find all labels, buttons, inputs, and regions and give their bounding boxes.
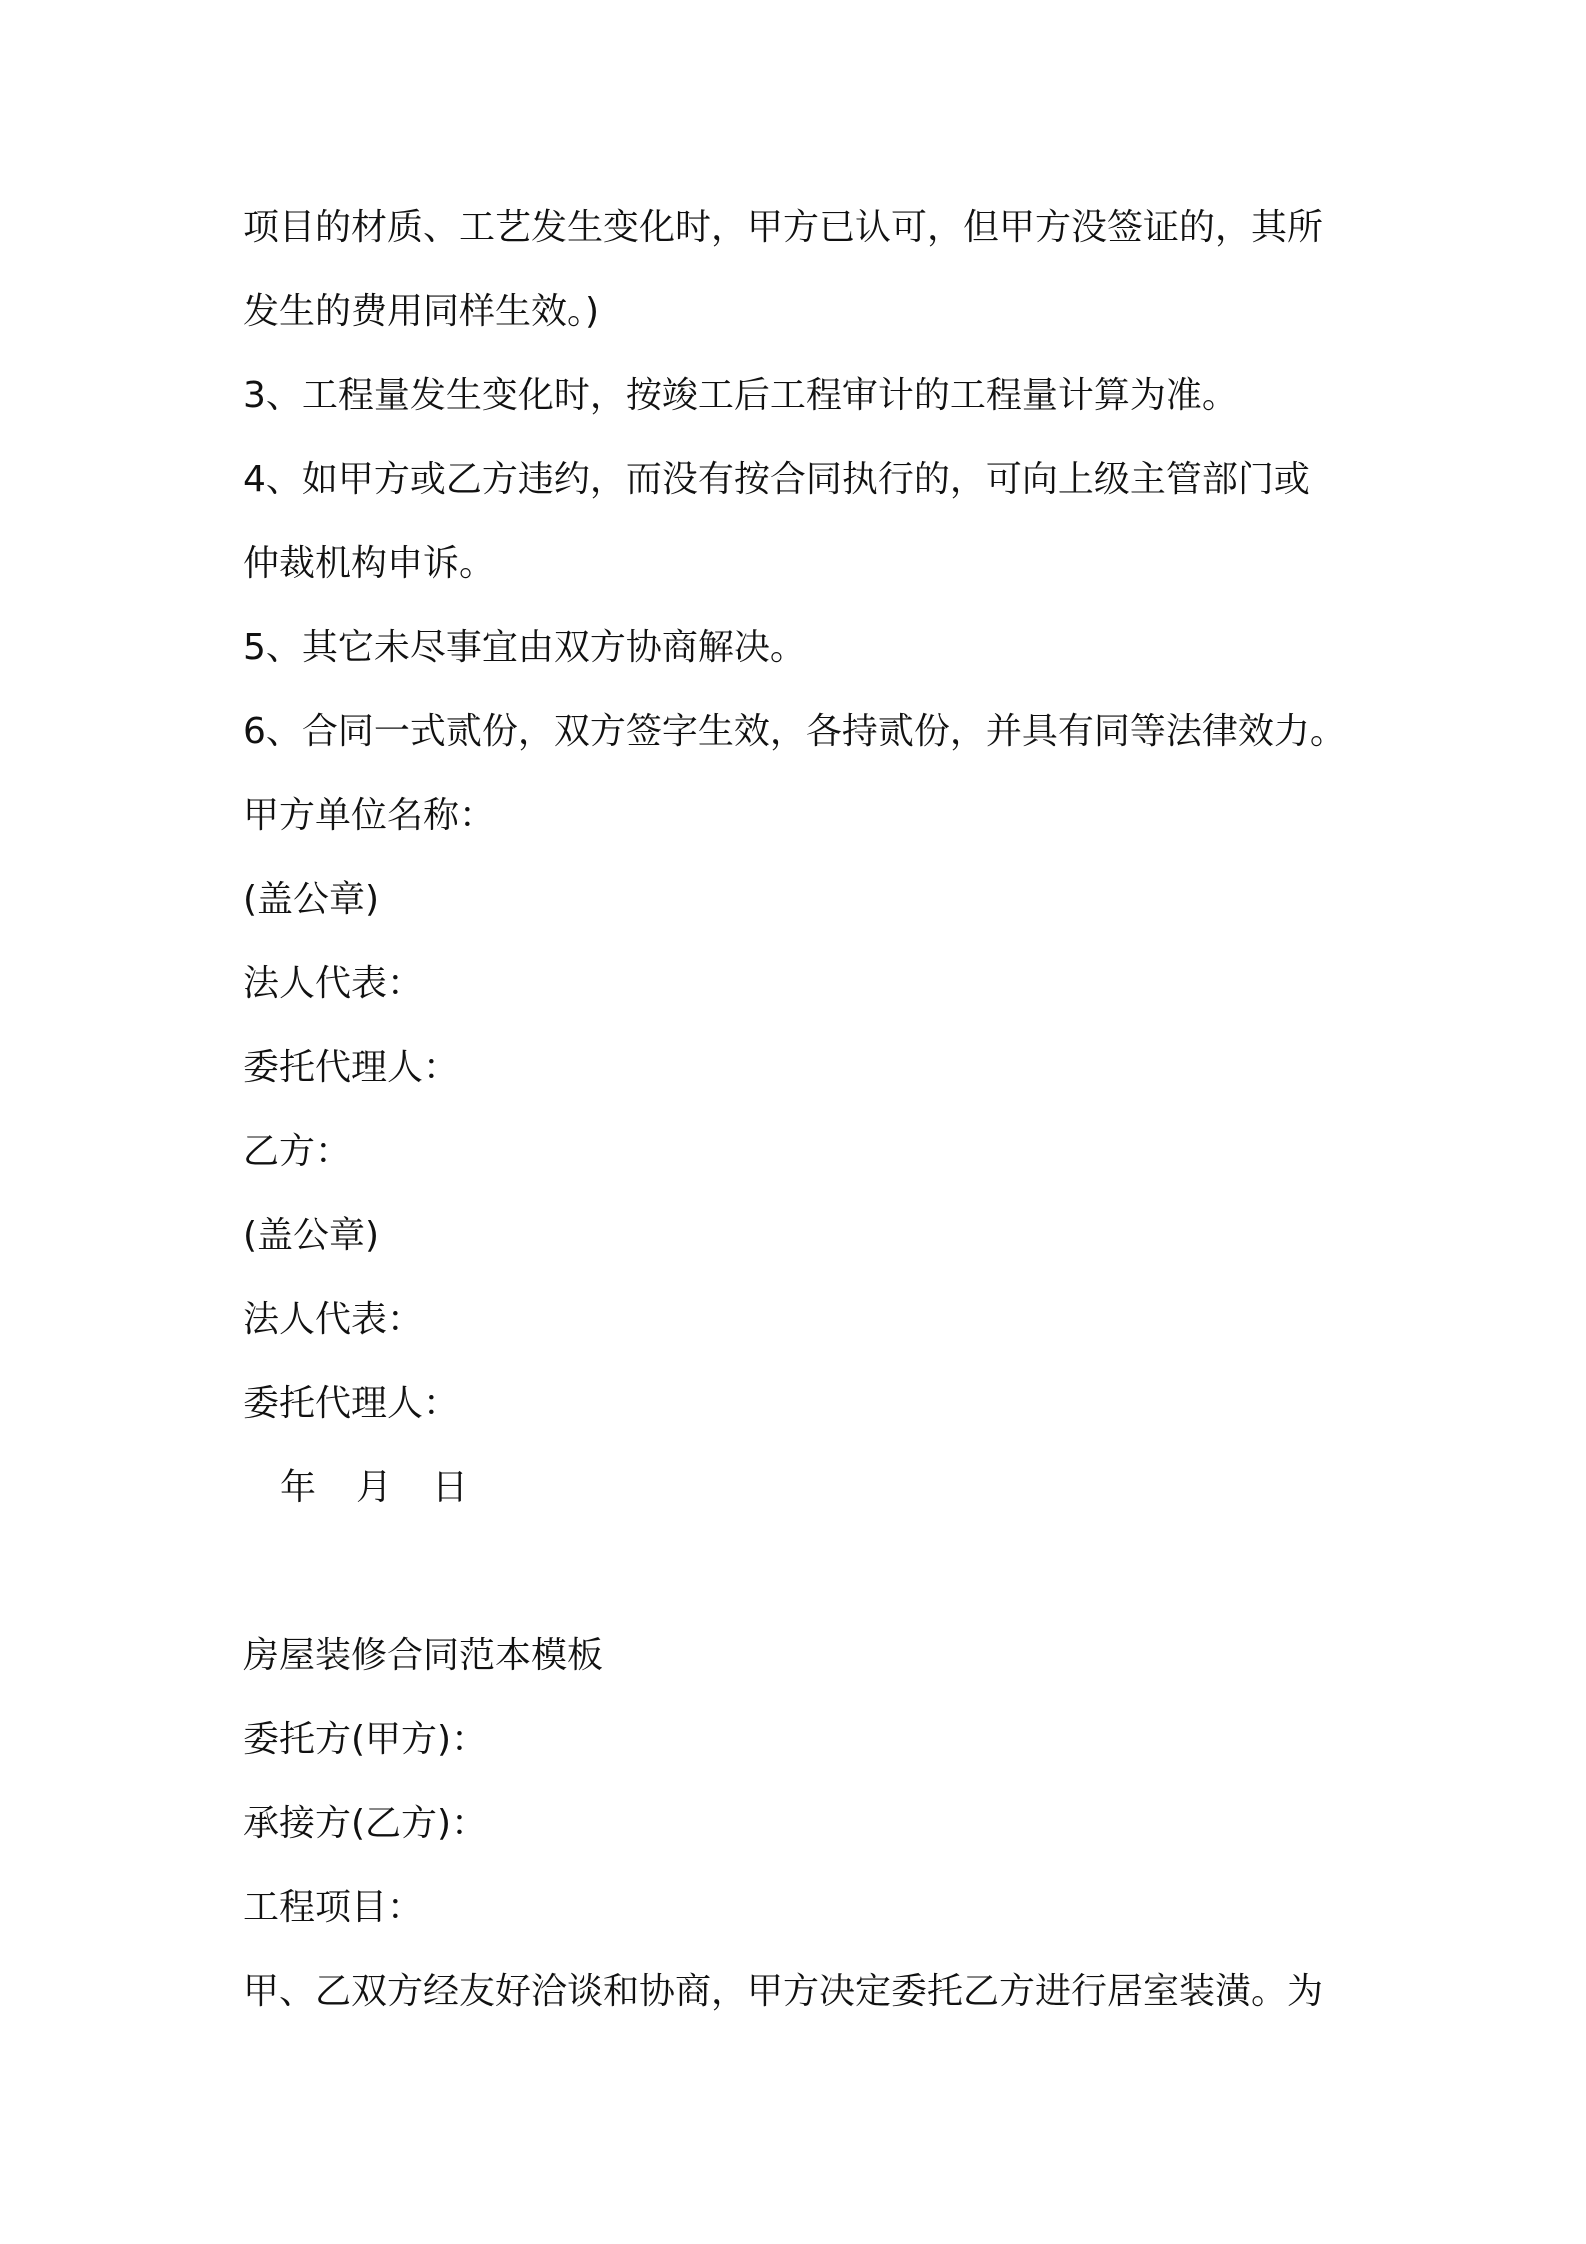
date-month: 月	[356, 1467, 393, 1508]
project-label: 工程项目：	[243, 1887, 424, 1928]
party-b-label: 乙方：	[243, 1131, 352, 1172]
date-year: 年	[280, 1467, 317, 1508]
text-line: 3、工程量发生变化时，按竣工后工程审计的工程量计算为准。	[243, 375, 1238, 416]
signature-date	[280, 1460, 468, 1516]
text-line: 发生的费用同样生效。)	[243, 291, 600, 332]
text-line: 4、如甲方或乙方违约，而没有按合同执行的，可向上级主管部门或	[243, 459, 1310, 500]
text-line: 5、其它未尽事宜由双方协商解决。	[243, 627, 806, 668]
text-line: 甲、乙双方经友好洽谈和协商，甲方决定委托乙方进行居室装潢。为	[243, 1971, 1324, 2012]
client-party-label: 委托方(甲方)：	[243, 1719, 488, 1760]
party-b-legal-rep-label: 法人代表：	[243, 1299, 424, 1340]
text-line: 仲裁机构申诉。	[243, 543, 496, 584]
party-a-seal-label: (盖公章)	[243, 879, 380, 920]
party-a-legal-rep-label: 法人代表：	[243, 963, 424, 1004]
contractor-party-label: 承接方(乙方)：	[243, 1803, 488, 1844]
text-line: 6、合同一式贰份，双方签字生效，各持贰份，并具有同等法律效力。	[243, 711, 1346, 752]
text-line: 项目的材质、工艺发生变化时，甲方已认可，但甲方没签证的，其所	[243, 207, 1324, 248]
section-title: 房屋装修合同范本模板	[243, 1635, 604, 1676]
date-day: 日	[432, 1467, 469, 1508]
party-b-agent-label: 委托代理人：	[243, 1383, 460, 1424]
party-a-agent-label: 委托代理人：	[243, 1047, 460, 1088]
party-b-seal-label: (盖公章)	[243, 1215, 380, 1256]
party-a-name-label: 甲方单位名称：	[243, 795, 496, 836]
